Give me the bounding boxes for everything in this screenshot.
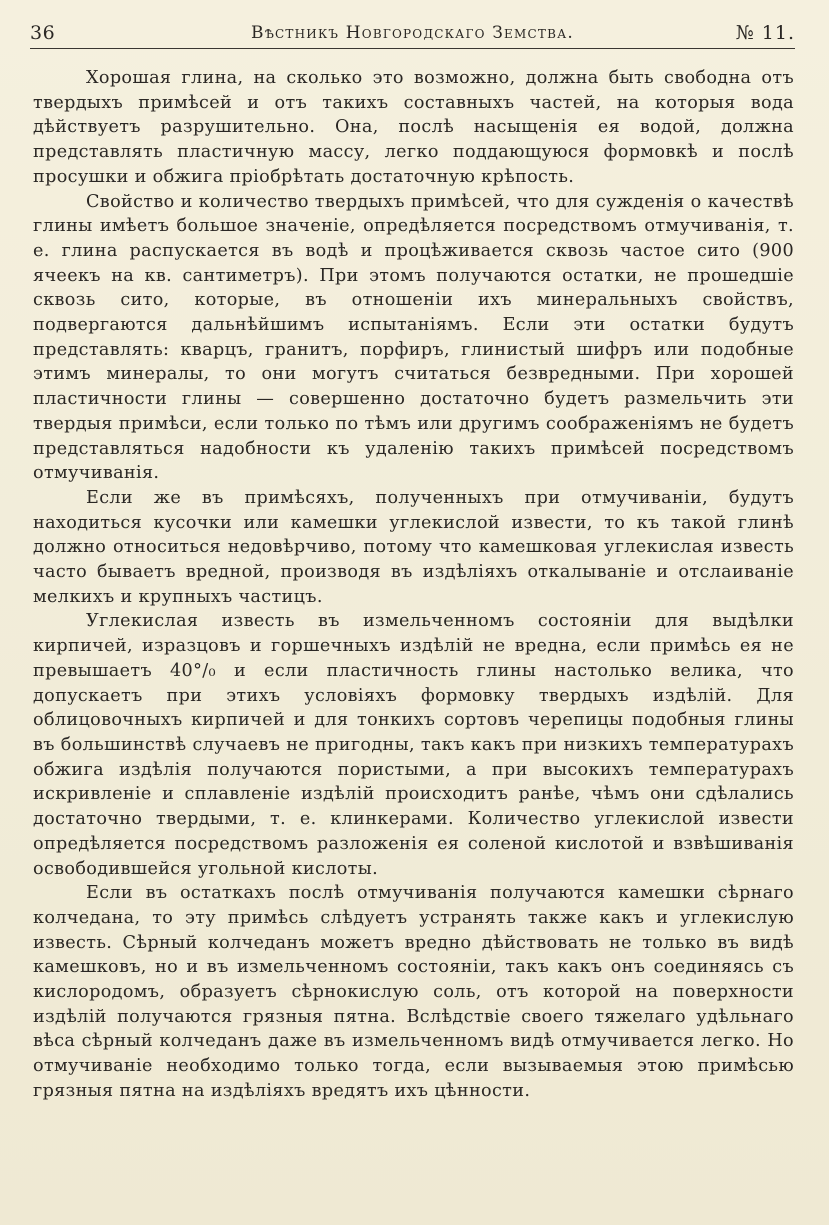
paragraph-4: Углекислая известь въ измельченномъ состояніи для выдѣлки кирпичей, изразцовъ и горшечныхъ издѣлій не вредна, если примѣсь ея не превышаетъ 40°/₀ и если пластичность глины настолько велика, что допускаетъ при этихъ условіяхъ формовку твердыхъ издѣлій. Для облицовочныхъ кирпичей и для тонкихъ сортовъ черепицы подобныя глины въ большинствѣ случаевъ не пригодны, такъ какъ при низкихъ температурахъ обжига издѣлія получаются пористыми, а при высокихъ температурахъ искривленіе и сплавленіе издѣлій происходитъ ранѣе, чѣмъ они сдѣлались достаточно твердыми, т. е. клинкерами. Количество углекислой извести опредѣляется посредствомъ разложенія ея соленой кислотой и взвѣшиванія освободившейся угольной кислоты. — [33, 611, 794, 879]
paragraph-2: Свойство и количество твердыхъ примѣсей, что для сужденія о качествѣ глины имѣетъ большое значеніе, опредѣляется посредствомъ отмучиванія, т. е. глина распускается въ водѣ и процѣживается сквозь частое сито (900 ячеекъ на кв. сантиметръ). При этомъ получаются остатки, не прошедшіе сквозь сито, которые, въ отношеніи ихъ минеральныхъ свойствъ, подвергаются дальнѣйшимъ испытаніямъ. Если эти остатки будутъ представлять: кварцъ, гранитъ, порфиръ, глинистый шифръ или подобные этимъ минералы, то они могутъ считаться безвредными. При хорошей пластичности глины — совершенно достаточно будетъ размельчить эти твердыя примѣси, если только по тѣмъ или другимъ соображеніямъ не будетъ представляться надобности къ удаленію такихъ примѣсей посредствомъ отмучиванія. — [33, 191, 794, 484]
issue-number: № 11. — [735, 22, 795, 44]
running-header — [30, 20, 795, 50]
page-number: 36 — [30, 22, 56, 44]
journal-title: Вѣстникъ Новгородскаго Земства. — [251, 23, 574, 43]
header-rule — [30, 48, 795, 49]
paragraph-5: Если въ остаткахъ послѣ отмучиванія получаются камешки сѣрнаго колчедана, то эту примѣсь слѣдуетъ устранять также какъ и углекислую известь. Сѣрный колчеданъ можетъ вредно дѣйствовать не только въ видѣ камешковъ, но и въ измельченномъ состояніи, такъ какъ онъ соединяясь съ кислородомъ, образуетъ сѣрнокислую соль, отъ которой на поверхности издѣлій получаются грязныя пятна. Вслѣдствіе своего тяжелаго удѣльнаго вѣса сѣрный колчеданъ даже въ измельченномъ видѣ отмучивается легко. Но отмучиваніе необходимо только тогда, если вызываемыя этою примѣсью грязныя пятна на издѣліяхъ вредятъ ихъ цѣнности. — [33, 883, 794, 1101]
article-body — [33, 66, 794, 1104]
paragraph-3: Если же въ примѣсяхъ, полученныхъ при отмучиваніи, будутъ находиться кусочки или камешки углекислой извести, то къ такой глинѣ должно относиться недовѣрчиво, потому что камешковая углекислая известь часто бываетъ вредной, производя въ издѣліяхъ откалываніе и отслаиваніе мелкихъ и крупныхъ частицъ. — [33, 487, 794, 607]
paragraph-1: Хорошая глина, на сколько это возможно, должна быть свободна отъ твердыхъ примѣсей и отъ такихъ составныхъ частей, на которыя вода дѣйствуетъ разрушительно. Она, послѣ насыщенія ея водой, должна представлять пластичную массу, легко поддающуюся формовкѣ и послѣ просушки и обжига пріобрѣтать достаточную крѣпость. — [33, 68, 794, 187]
